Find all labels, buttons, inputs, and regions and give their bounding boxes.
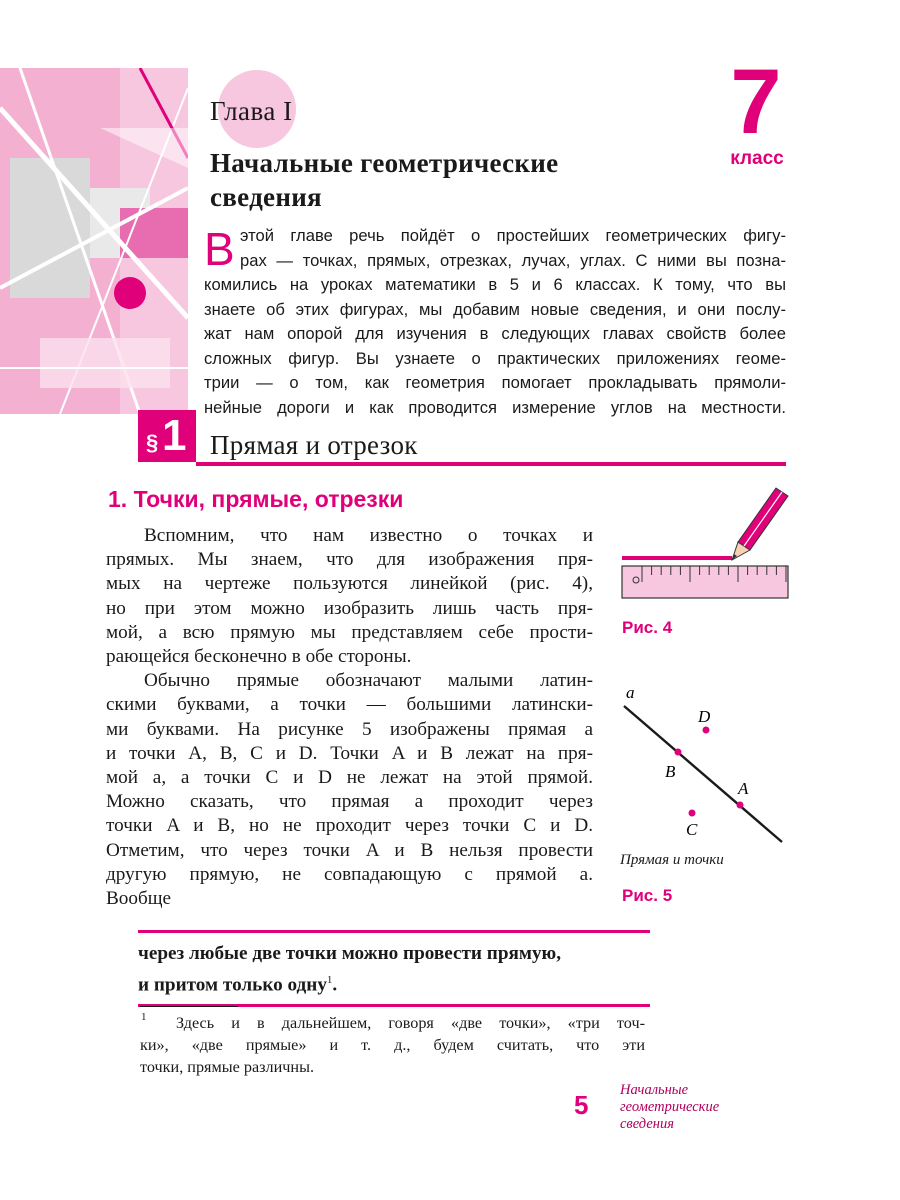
running-head-line: геометрические	[620, 1099, 720, 1115]
body-line: мой, а всю прямую мы представляем себе прости-	[106, 621, 593, 643]
body-line: другую прямую, не совпадающую с прямой a.	[106, 863, 593, 885]
body-line: скими буквами, а точки — большими латински-	[106, 694, 593, 716]
body-line: и точки A, B, C и D. Точки A и B лежат на пря-	[106, 742, 593, 764]
intro-line: жат нам опорой для изучения в следующих главах свойств более	[204, 324, 786, 343]
figure-4-caption: Рис. 4	[622, 618, 673, 637]
body-line: ми буквами. На рисунке 5 изображены прямая a	[106, 718, 593, 740]
footnote-line: ки», «две прямые» и т. д., будем считать, что эти	[140, 1036, 645, 1054]
running-head	[620, 1082, 719, 1133]
body-line: рающейся бесконечно в обе стороны.	[106, 646, 412, 668]
body-line: точки A и B, но не проходит через точки C и D.	[106, 815, 593, 837]
figure-5-caption: Рис. 5	[622, 886, 673, 905]
body-line: Обычно прямые обозначают малыми латин-	[144, 670, 593, 692]
section-badge	[138, 410, 196, 462]
chapter-decorative-illustration	[0, 68, 188, 414]
intro-line: сложных фигур. Вы узнаете о практических приложениях геоме-	[204, 348, 786, 368]
intro-dropcap: В	[204, 223, 235, 275]
footnote-mark: 1	[141, 1011, 147, 1023]
chapter-title	[210, 146, 680, 214]
body-line: Вспомним, что нам известно о точках и	[144, 525, 593, 546]
intro-line: трии — о том, как геометрия помогает прокладывать прямоли-	[204, 373, 786, 392]
figure-5-label: Прямая и точки	[620, 852, 724, 868]
section-number: 1	[162, 411, 187, 460]
body-line: Вообще	[106, 888, 172, 910]
axiom-line: через любые две точки можно провести прямую,	[138, 943, 561, 964]
footnote-line: точки, прямые различны.	[140, 1058, 314, 1076]
figure-4-pencil-ruler	[620, 484, 790, 604]
grade-label: класс	[730, 148, 784, 169]
intro-line: знаете об этих фигурах, мы добавим новые сведения, и они послу-	[204, 299, 786, 319]
subsection-title: 1. Точки, прямые, отрезки	[108, 486, 404, 512]
axiom-statement	[138, 930, 650, 1007]
body-line: мой a, а точки C и D не лежат на этой прямой.	[106, 767, 593, 789]
point-c-dot	[689, 810, 696, 817]
body-line: Отметим, что через точки A и B нельзя провести	[106, 839, 593, 861]
point-label-b: B	[665, 762, 676, 781]
intro-line: комились на уроках математики в 5 и 6 классах. К тому, что вы	[204, 275, 786, 294]
pencil-icon	[732, 488, 788, 560]
line-label-a: a	[626, 683, 635, 702]
footnote-reference: 1	[326, 974, 333, 986]
point-a-dot	[737, 802, 744, 809]
chapter-title-line: Начальные геометрические	[210, 148, 559, 178]
point-label-d: D	[698, 707, 711, 726]
chapter-label: Глава I	[210, 96, 293, 126]
page-number: 5	[574, 1090, 589, 1120]
body-line: но при этом можно изобразить лишь часть пря-	[106, 597, 593, 619]
section-divider	[196, 462, 786, 466]
footnote-text	[140, 1012, 645, 1078]
footnote-line: Здесь и в дальнейшем, говоря «две точки», «три точ-	[176, 1014, 645, 1032]
axiom-line-final	[138, 967, 650, 998]
running-head-line: сведения	[620, 1116, 674, 1132]
running-head-line: Начальные	[620, 1082, 689, 1098]
axiom-line: и притом только одну	[138, 974, 327, 996]
chapter-intro-paragraph	[204, 224, 786, 420]
intro-line: рах — точках, прямых, отрезках, лучах, углах. С ними вы позна-	[240, 250, 786, 270]
section-title: Прямая и отрезок	[210, 430, 418, 460]
body-line: мых на чертеже пользуются линейкой (рис. 4),	[106, 573, 593, 595]
chapter-title-line: сведения	[210, 182, 322, 212]
point-b-dot	[675, 749, 682, 756]
point-d-dot	[703, 727, 710, 734]
point-label-c: C	[686, 820, 698, 839]
footnote-divider	[140, 1006, 238, 1007]
body-line: Можно сказать, что прямая a проходит через	[106, 791, 593, 813]
point-label-a: A	[738, 779, 749, 798]
ruler-icon	[622, 566, 788, 598]
section-symbol: §	[146, 430, 159, 455]
figure-5-line-points	[610, 680, 795, 850]
intro-line: нейные дороги и как проводится измерение углов на местности.	[204, 397, 786, 417]
body-line: прямых. Мы знаем, что для изображения пря-	[106, 549, 593, 571]
grade-number: 7	[730, 51, 782, 153]
intro-line: этой главе речь пойдёт о простейших геометрических фигу-	[240, 226, 786, 245]
axiom-period: .	[332, 974, 338, 996]
body-paragraphs	[106, 524, 593, 911]
